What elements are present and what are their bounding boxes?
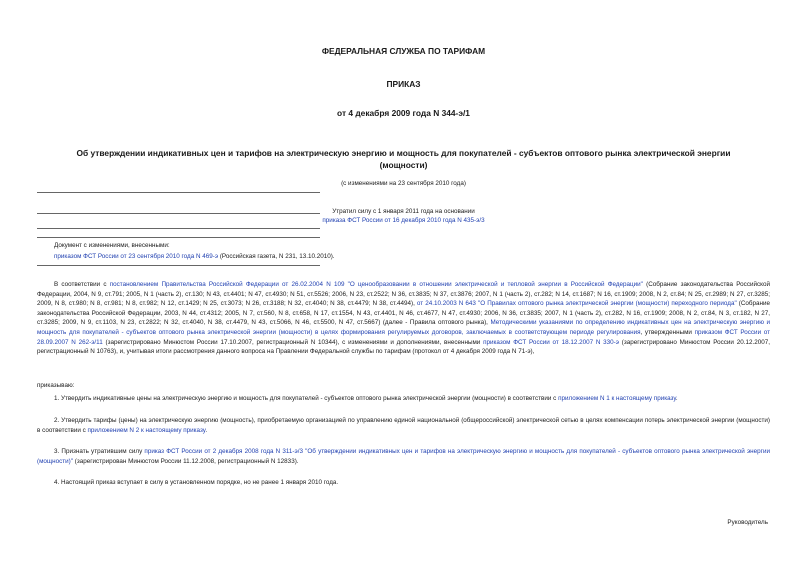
preamble-text: (зарегистрировано Минюстом России 17.10.2007, регистрационный N 10344), с изменениями и дополнениями, внесенными [102, 338, 484, 346]
preamble-text: (зарегистрировано Минюстом России 20.12.2007, регистрационный N 10763), и, учитывая итоги рассмотрения данного вопроса на Правлении Федеральной службы по тарифам (протокол от 4 декабря 2009 года N 71-э), [37, 338, 770, 356]
preamble-text: В соответствии с [54, 281, 110, 288]
preamble-text: (Собрание законодательства Российской Федерации, 2004, N 9, ст.791; 2005, N 1 (часть 2), ст.130; N 43, ст.4401; N 47, ст.4930; N 51, ст.5526; 2006, N 23, ст.2522; N 36, ст.3835; N 37, ст.3876; 2007, N 1 (часть 2), ст.282; N 14, ст.1687; N 16, ст.1909; 2008, N 2, ст.84; N 25, ст.2989; N 27, ст.3285; 2009, N 8, ст.980; N 8, ст.981; N 8, ст.982; N 12, ст.1429; N 25, ст.3073; N 26, ст.3188; N 32, ст.4040; N 38, ст.4479; N 38, ст.4494), [37, 281, 770, 308]
preamble-text: , утвержденными [640, 328, 695, 336]
amendment-doc-label: Документ с изменениями, внесенными: [54, 242, 170, 249]
amendment-source: (Российская газета, N 231, 13.10.2010). [218, 253, 335, 260]
item-4: 4. Настоящий приказ вступает в силу в установленном порядке, но не ранее 1 января 2010 года. [54, 479, 339, 486]
order-262-link[interactable]: приказом ФСТ России от 28.09.2007 N 262-э/11 [37, 328, 770, 346]
amendment-doc-line [54, 252, 335, 262]
document-title-line1: Об утверждении индикативных цен и тарифов на электрическую энергию и мощность для покупателей - субъектов оптового рынка электрической энергии [76, 148, 731, 158]
item-text: 1. Утвердить индикативные цены на электрическую энергию и мощность для покупателей - субъектов оптового рынка электрической энергии (мощности) в соответствии с [54, 395, 559, 402]
item-2 [37, 416, 770, 435]
preamble-paragraph [37, 280, 770, 357]
divider [37, 192, 320, 193]
market-rules-link[interactable]: от 24.10.2003 N 643 "О Правилах оптового рынка электрической энергии (мощности) переходного периода" [416, 300, 737, 308]
item-3 [37, 447, 770, 466]
item-text: . [205, 426, 208, 434]
repeal-order-link[interactable]: приказа ФСТ России от 16 декабря 2010 года N 435-э/3 [322, 217, 485, 224]
appendix-2-link[interactable]: приложением N 2 к настоящему приказу [87, 426, 206, 434]
agency-name: ФЕДЕРАЛЬНАЯ СЛУЖБА ПО ТАРИФАМ [321, 46, 486, 56]
repealed-order-link[interactable]: приказ ФСТ России от 2 декабря 2008 года N 311-э/3 "Об утверждении индикативных цен и тарифов на электрическую энергию и мощность для покупателей - субъектов оптового рынка электрической энергии (мощности)" [37, 448, 770, 465]
repeal-basis-link[interactable] [0, 216, 807, 226]
signature: Руководитель [727, 519, 768, 526]
item-text: 2. Утвердить тарифы (цены) на электрическую энергию (мощность), приобретаемую организацией по управлению единой национальной (общероссийской) электрической сетью в целях компенсации потерь электрической энергии (мощности) в соответствии с [37, 417, 770, 434]
amendment-order-link[interactable]: приказом ФСТ России от 23 сентября 2010 года N 469-э [54, 253, 219, 260]
item-text: . [675, 395, 678, 402]
methodology-link[interactable]: Методическими указаниями по определению индикативных цен на электрическую энергию и мощность для покупателей - субъектов оптового рынка электрической энергии (мощности) в целях формирования регулируемых договоров, заключаемых в соответствующем периоде регулирования [37, 319, 770, 336]
document-date-number: от 4 декабря 2009 года N 344-э/1 [337, 108, 470, 118]
repeal-note: Утратил силу с 1 января 2011 года на основании [332, 208, 475, 215]
divider [37, 265, 320, 266]
order-330-link[interactable]: приказом ФСТ России от 18.12.2007 N 330-э [483, 338, 619, 346]
item-text: 3. Признать утратившим силу [54, 448, 145, 455]
divider [37, 237, 320, 238]
document-title-line2: (мощности) [379, 160, 428, 170]
document-type: ПРИКАЗ [386, 79, 421, 89]
decree-word: приказываю: [37, 382, 75, 389]
amendments-note: (с изменениями на 23 сентября 2010 года) [341, 180, 466, 187]
government-decree-link[interactable]: постановлением Правительства Российской Федерации от 26.02.2004 N 109 "О ценообразовании в отношении электрической и тепловой энергии в Российской Федерации" [109, 281, 643, 288]
item-text: (зарегистрирован Минюстом России 11.12.2008, регистрационный N 12833). [72, 457, 299, 465]
item-1 [37, 394, 770, 404]
preamble-text: (Собрание законодательства Российской Федерации, 2003, N 44, ст.4312; 2005, N 7, ст.560, N 8, ст.658, N 17, ст.1554, N 43, ст.4401, N 46, ст.4677, N 47, ст.4930; 2006, N 36, ст.3835; 2007, N 1 (часть 2), ст.282, N 16, ст.1909; 2008, N 2, ст.84, N 3, ст.182, N 27, ст.3285; 2009, N 9, ст.1103, N 23, ст.2822; N 32, ст.4040, N 38, ст.4479, N 43, ст.5066, N 46, ст.5500, N 47, ст.5667) (далее - Правила оптового рынка), [37, 300, 771, 327]
divider [37, 228, 320, 229]
appendix-1-link[interactable]: приложением N 1 к настоящему приказу [558, 395, 676, 402]
